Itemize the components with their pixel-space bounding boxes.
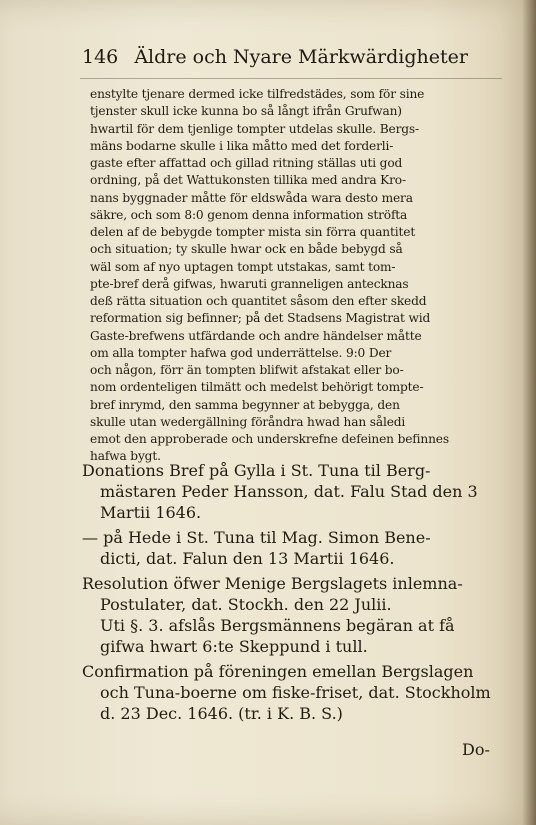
entry-line: mästaren Peder Hansson, dat. Falu Stad den 3	[100, 482, 478, 501]
entry-line: dicti, dat. Falun den 13 Martii 1646.	[100, 549, 395, 568]
entry-line: Martii 1646.	[100, 503, 202, 522]
document-entries	[82, 460, 502, 728]
text-line: tjenster skull icke kunna bo så långt ifrån Grufwan)	[90, 104, 402, 119]
text-line: wäl som af nyo uptagen tompt utstakas, samt tom-	[90, 259, 396, 274]
header-rule	[80, 78, 502, 79]
entry-line: och Tuna-boerne om fiske-friset, dat. Stockholm	[100, 683, 491, 702]
running-header	[82, 46, 502, 74]
text-line: nans byggnader måtte för eldswåda wara desto mera	[90, 190, 413, 205]
text-line: nom ordenteligen tilmätt och medelst behörigt tompte-	[90, 380, 424, 395]
entry-line: Uti §. 3. afslås Bergsmännens begäran at få	[100, 616, 455, 635]
text-line: reformation sig befinner; på det Stadsens Magistrat wid	[90, 311, 431, 326]
text-line: ordning, på det Wattukonsten tillika med andra Kro-	[90, 173, 406, 188]
entry-line: gifwa hwart 6:te Skeppund i tull.	[100, 637, 368, 656]
page-edge-shadow	[522, 0, 536, 825]
text-line: emot den approberade och underskrefne defeinen befinnes	[90, 432, 449, 446]
body-paragraph	[90, 86, 500, 466]
text-line: gaste efter affattad och gillad ritning ställas uti god	[90, 156, 403, 170]
entry-line: — på Hede i St. Tuna til Mag. Simon Bene-	[82, 528, 431, 547]
text-line: hafwa bygt.	[90, 449, 161, 464]
text-line: om alla tompter hafwa god underrättelse. 9:0 Der	[90, 345, 392, 360]
text-line: delen af de bebygde tompter mista sin förra quantitet	[90, 225, 416, 239]
text-line: skulle utan wedergällning föråndra hwad han såledi	[90, 414, 406, 429]
running-title: Äldre och Nyare Märkwärdigheter	[134, 46, 468, 68]
catchword: Do-	[462, 740, 490, 759]
text-line: deß rätta situation och quantitet såsom den efter skedd	[90, 294, 427, 308]
text-line: enstylte tjenare dermed icke tilfredstädes, som för sine	[90, 87, 425, 101]
entry-confirmation	[82, 661, 502, 724]
text-line: mäns bodarne skulle i lika måtto med det forderli-	[90, 138, 394, 153]
text-line: bref inrymd, den samma begynner at bebygga, den	[90, 397, 400, 412]
page-number: 146	[82, 46, 119, 68]
entry-donation-gylla	[82, 460, 502, 523]
text-line: Gaste-brefwens utfärdande och andre händelser måtte	[90, 328, 422, 343]
text-line: pte-bref derå gifwas, hwaruti granneligen antecknas	[90, 276, 409, 291]
text-line: och någon, förr än tompten blifwit afstakat eller bo-	[90, 363, 404, 377]
entry-line: Resolution öfwer Menige Bergslagets inlemna-	[82, 574, 463, 593]
text-line: hwartil för dem tjenlige tompter utdelas skulle. Bergs-	[90, 121, 419, 136]
entry-line: Postulater, dat. Stockh. den 22 Julii.	[100, 595, 392, 614]
entry-donation-hede	[82, 527, 502, 569]
entry-line: Donations Bref på Gylla i St. Tuna til Berg-	[82, 461, 431, 480]
text-line: säkre, och som 8:0 genom denna information ströfta	[90, 207, 408, 222]
entry-resolution	[82, 573, 502, 657]
entry-line: d. 23 Dec. 1646. (tr. i K. B. S.)	[100, 704, 343, 723]
text-line: och situation; ty skulle hwar ock en både bebygd så	[90, 242, 403, 257]
entry-line: Confirmation på föreningen emellan Bergslagen	[82, 662, 474, 681]
